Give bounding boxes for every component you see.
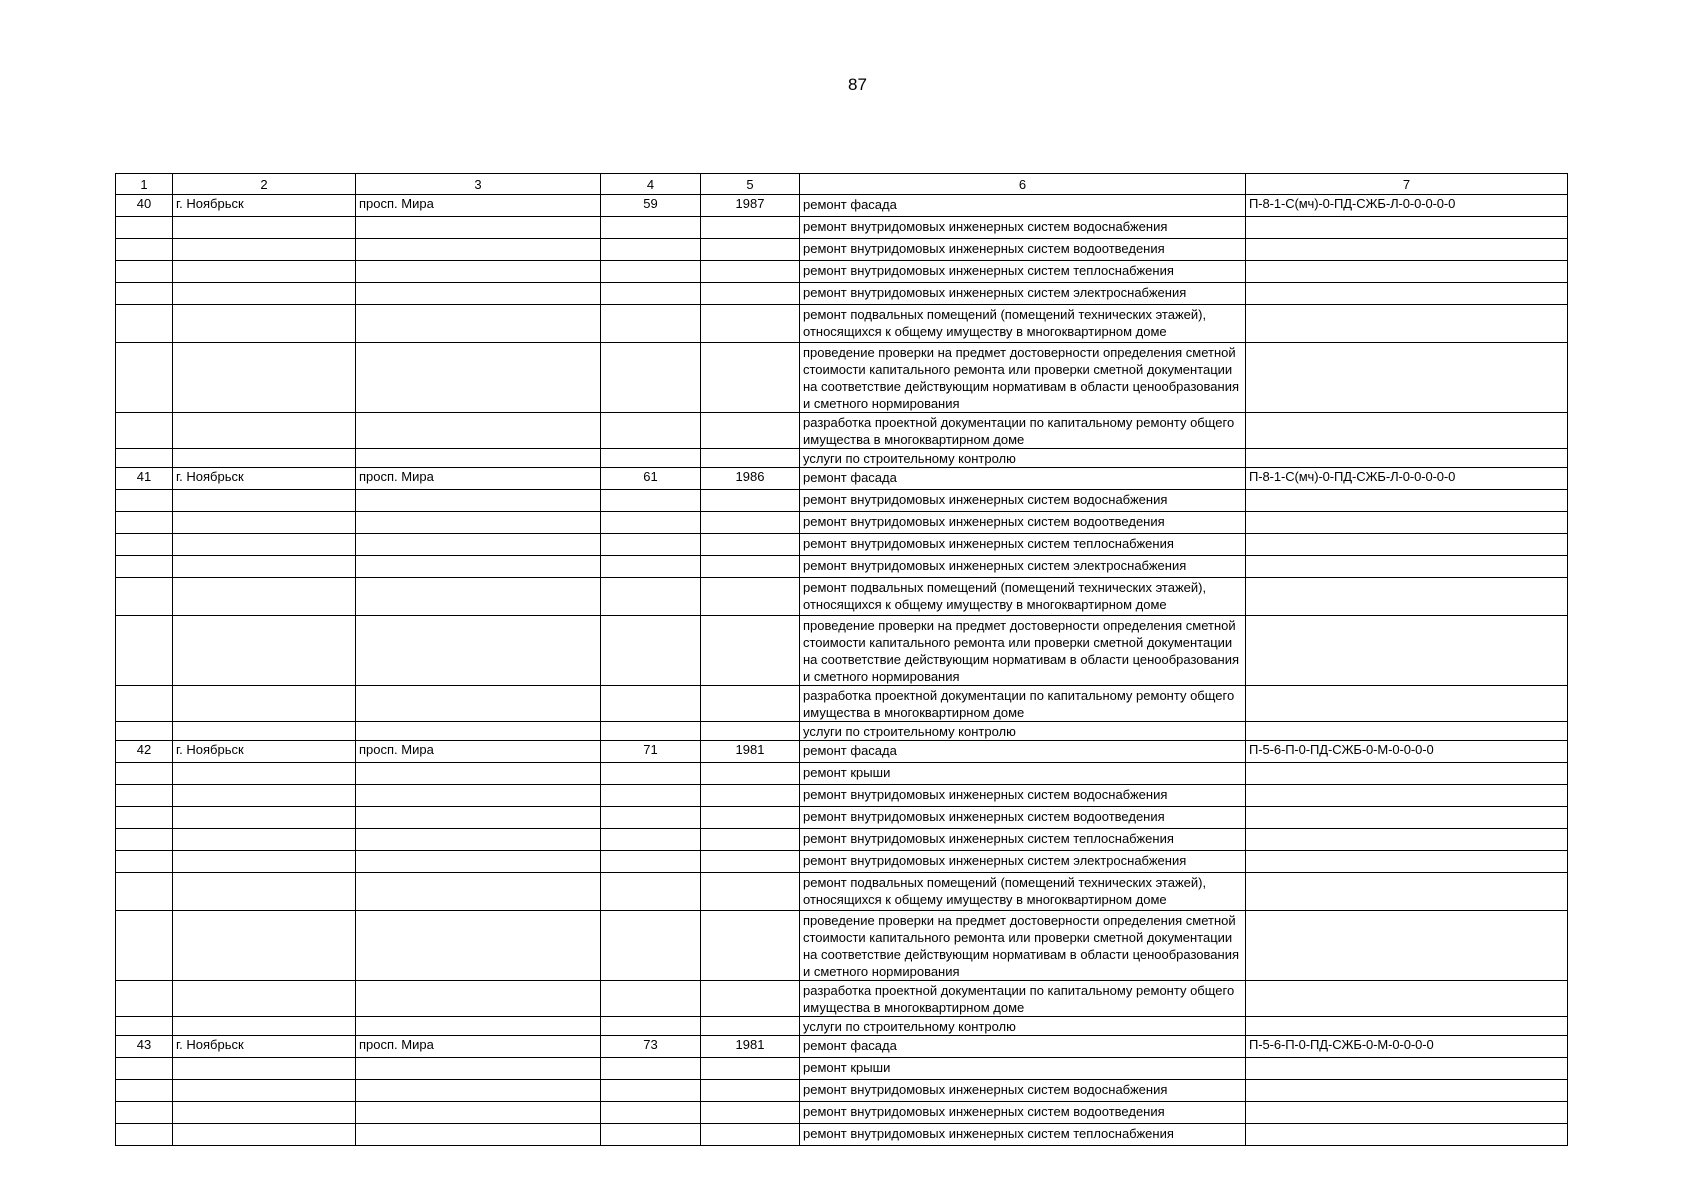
house-code-cell [1246,1017,1568,1036]
row-number-cell [116,722,173,741]
row-number-cell [116,449,173,468]
house-number-cell [601,1058,701,1080]
row-number-cell [116,1080,173,1102]
build-year-cell [701,873,800,911]
table-row [116,578,1568,616]
city-cell [173,283,356,305]
house-code-cell [1246,534,1568,556]
table-row [116,261,1568,283]
house-code-cell [1246,217,1568,239]
city-cell [173,616,356,686]
row-number-cell [116,829,173,851]
house-number-cell [601,722,701,741]
work-type-cell: ремонт крыши [800,1058,1246,1080]
build-year-cell [701,763,800,785]
row-number-cell: 43 [116,1036,173,1058]
house-number-cell [601,1017,701,1036]
row-number-cell [116,1102,173,1124]
build-year-cell [701,1124,800,1146]
street-cell [356,1124,601,1146]
row-number-cell [116,981,173,1017]
table-row [116,490,1568,512]
table-row [116,686,1568,722]
house-number-cell [601,911,701,981]
table-row [116,741,1568,763]
house-number-cell: 61 [601,468,701,490]
build-year-cell [701,785,800,807]
house-code-cell [1246,829,1568,851]
house-code-cell: П-8-1-С(мч)-0-ПД-СЖБ-Л-0-0-0-0-0 [1246,468,1568,490]
street-cell [356,1058,601,1080]
work-type-cell: ремонт крыши [800,763,1246,785]
house-code-cell [1246,343,1568,413]
table-row [116,239,1568,261]
build-year-cell [701,261,800,283]
house-code-cell [1246,873,1568,911]
capital-repair-table [115,173,1568,1146]
build-year-cell [701,283,800,305]
city-cell: г. Ноябрьск [173,195,356,217]
work-type-cell: ремонт внутридомовых инженерных систем теплоснабжения [800,534,1246,556]
table-row [116,981,1568,1017]
work-type-cell: разработка проектной документации по капитальному ремонту общего имущества в многоквартирном доме [800,686,1246,722]
street-cell [356,512,601,534]
house-number-cell [601,305,701,343]
build-year-cell [701,1058,800,1080]
city-cell [173,785,356,807]
build-year-cell [701,512,800,534]
house-code-cell [1246,1102,1568,1124]
row-number-cell [116,283,173,305]
table-row [116,1102,1568,1124]
table-row [116,343,1568,413]
row-number-cell [116,534,173,556]
column-header: 3 [356,174,601,195]
house-number-cell [601,449,701,468]
city-cell [173,512,356,534]
table-row [116,1058,1568,1080]
row-number-cell [116,239,173,261]
table-row [116,283,1568,305]
row-number-cell [116,785,173,807]
work-type-cell: разработка проектной документации по капитальному ремонту общего имущества в многоквартирном доме [800,413,1246,449]
row-number-cell [116,911,173,981]
build-year-cell [701,616,800,686]
house-code-cell [1246,1058,1568,1080]
street-cell [356,283,601,305]
house-code-cell: П-5-6-П-0-ПД-СЖБ-0-М-0-0-0-0 [1246,1036,1568,1058]
house-code-cell [1246,981,1568,1017]
house-code-cell [1246,556,1568,578]
house-number-cell [601,217,701,239]
build-year-cell [701,239,800,261]
table-row [116,722,1568,741]
city-cell [173,911,356,981]
city-cell [173,534,356,556]
row-number-cell [116,686,173,722]
city-cell [173,1124,356,1146]
house-number-cell [601,283,701,305]
work-type-cell: ремонт внутридомовых инженерных систем водоотведения [800,807,1246,829]
city-cell [173,556,356,578]
street-cell [356,490,601,512]
street-cell [356,785,601,807]
street-cell [356,722,601,741]
build-year-cell [701,578,800,616]
city-cell [173,1058,356,1080]
table-row [116,449,1568,468]
work-type-cell: ремонт фасада [800,468,1246,490]
work-type-cell: ремонт подвальных помещений (помещений технических этажей), относящихся к общему имуществу в многоквартирном доме [800,578,1246,616]
house-number-cell [601,1124,701,1146]
house-code-cell [1246,283,1568,305]
row-number-cell [116,556,173,578]
house-number-cell [601,686,701,722]
work-type-cell: ремонт подвальных помещений (помещений технических этажей), относящихся к общему имуществу в многоквартирном доме [800,305,1246,343]
build-year-cell [701,1017,800,1036]
house-number-cell [601,534,701,556]
table-row [116,534,1568,556]
row-number-cell: 40 [116,195,173,217]
table-row [116,195,1568,217]
table-row [116,873,1568,911]
build-year-cell [701,413,800,449]
build-year-cell [701,217,800,239]
house-code-cell [1246,911,1568,981]
city-cell [173,578,356,616]
house-number-cell [601,616,701,686]
house-code-cell [1246,490,1568,512]
work-type-cell: ремонт внутридомовых инженерных систем теплоснабжения [800,261,1246,283]
house-number-cell [601,343,701,413]
house-code-cell [1246,305,1568,343]
house-code-cell [1246,449,1568,468]
build-year-cell [701,911,800,981]
house-number-cell [601,1080,701,1102]
table-body [116,195,1568,1146]
row-number-cell [116,512,173,534]
house-code-cell: П-8-1-С(мч)-0-ПД-СЖБ-Л-0-0-0-0-0 [1246,195,1568,217]
city-cell: г. Ноябрьск [173,741,356,763]
city-cell [173,829,356,851]
table-row [116,1124,1568,1146]
house-number-cell [601,873,701,911]
column-header: 4 [601,174,701,195]
table-row [116,556,1568,578]
table-row [116,616,1568,686]
street-cell [356,616,601,686]
street-cell [356,1102,601,1124]
table-row [116,829,1568,851]
house-code-cell [1246,686,1568,722]
street-cell [356,851,601,873]
table-row [116,1080,1568,1102]
street-cell [356,686,601,722]
house-number-cell [601,763,701,785]
build-year-cell [701,1080,800,1102]
build-year-cell [701,490,800,512]
table-row [116,1017,1568,1036]
city-cell [173,490,356,512]
street-cell [356,261,601,283]
work-type-cell: ремонт внутридомовых инженерных систем водоснабжения [800,785,1246,807]
house-code-cell [1246,851,1568,873]
city-cell: г. Ноябрьск [173,1036,356,1058]
work-type-cell: ремонт фасада [800,1036,1246,1058]
work-type-cell: ремонт внутридомовых инженерных систем водоотведения [800,239,1246,261]
build-year-cell [701,686,800,722]
city-cell: г. Ноябрьск [173,468,356,490]
house-code-cell [1246,785,1568,807]
row-number-cell [116,851,173,873]
street-cell: просп. Мира [356,468,601,490]
work-type-cell: ремонт внутридомовых инженерных систем водоотведения [800,1102,1246,1124]
work-type-cell: услуги по строительному контролю [800,722,1246,741]
table-row [116,785,1568,807]
build-year-cell [701,449,800,468]
row-number-cell [116,305,173,343]
city-cell [173,305,356,343]
table-row [116,1036,1568,1058]
street-cell [356,449,601,468]
build-year-cell: 1987 [701,195,800,217]
row-number-cell: 41 [116,468,173,490]
work-type-cell: ремонт внутридомовых инженерных систем электроснабжения [800,851,1246,873]
house-code-cell [1246,239,1568,261]
column-header: 2 [173,174,356,195]
row-number-cell [116,807,173,829]
house-number-cell: 71 [601,741,701,763]
row-number-cell [116,1124,173,1146]
house-code-cell [1246,722,1568,741]
work-type-cell: ремонт фасада [800,741,1246,763]
house-number-cell [601,851,701,873]
house-code-cell [1246,616,1568,686]
house-code-cell [1246,578,1568,616]
city-cell [173,873,356,911]
city-cell [173,851,356,873]
street-cell [356,217,601,239]
table-header-row [116,174,1568,195]
city-cell [173,217,356,239]
house-code-cell [1246,807,1568,829]
row-number-cell [116,763,173,785]
work-type-cell: ремонт внутридомовых инженерных систем теплоснабжения [800,1124,1246,1146]
house-number-cell [601,413,701,449]
row-number-cell [116,261,173,283]
row-number-cell [116,1058,173,1080]
city-cell [173,1017,356,1036]
row-number-cell [116,873,173,911]
table-row [116,851,1568,873]
build-year-cell [701,305,800,343]
city-cell [173,1080,356,1102]
table-row [116,807,1568,829]
work-type-cell: разработка проектной документации по капитальному ремонту общего имущества в многоквартирном доме [800,981,1246,1017]
street-cell [356,1080,601,1102]
column-header: 7 [1246,174,1568,195]
house-code-cell [1246,1124,1568,1146]
house-code-cell: П-5-6-П-0-ПД-СЖБ-0-М-0-0-0-0 [1246,741,1568,763]
house-number-cell [601,490,701,512]
city-cell [173,343,356,413]
street-cell: просп. Мира [356,195,601,217]
street-cell [356,981,601,1017]
house-number-cell [601,261,701,283]
row-number-cell [116,217,173,239]
city-cell [173,239,356,261]
table-row [116,305,1568,343]
street-cell [356,873,601,911]
work-type-cell: проведение проверки на предмет достоверности определения сметной стоимости капитального ремонта или проверки сметной документации на соответствие действующим нормативам в области ценообразования и сметного нормирования [800,616,1246,686]
city-cell [173,981,356,1017]
street-cell [356,534,601,556]
street-cell [356,305,601,343]
work-type-cell: ремонт внутридомовых инженерных систем водоснабжения [800,490,1246,512]
row-number-cell [116,1017,173,1036]
house-number-cell [601,1102,701,1124]
build-year-cell [701,807,800,829]
house-number-cell [601,829,701,851]
row-number-cell: 42 [116,741,173,763]
work-type-cell: ремонт внутридомовых инженерных систем теплоснабжения [800,829,1246,851]
city-cell [173,763,356,785]
work-type-cell: ремонт фасада [800,195,1246,217]
build-year-cell [701,343,800,413]
work-type-cell: ремонт внутридомовых инженерных систем водоснабжения [800,1080,1246,1102]
street-cell [356,829,601,851]
house-number-cell [601,807,701,829]
house-number-cell [601,578,701,616]
work-type-cell: услуги по строительному контролю [800,1017,1246,1036]
house-code-cell [1246,512,1568,534]
column-header: 5 [701,174,800,195]
street-cell [356,556,601,578]
city-cell [173,722,356,741]
house-number-cell [601,556,701,578]
build-year-cell [701,1102,800,1124]
street-cell: просп. Мира [356,1036,601,1058]
house-code-cell [1246,261,1568,283]
build-year-cell: 1986 [701,468,800,490]
work-type-cell: ремонт внутридомовых инженерных систем электроснабжения [800,556,1246,578]
city-cell [173,686,356,722]
street-cell [356,807,601,829]
table-row [116,512,1568,534]
house-code-cell [1246,413,1568,449]
work-type-cell: ремонт внутридомовых инженерных систем электроснабжения [800,283,1246,305]
page-number: 87 [848,75,867,94]
work-type-cell: проведение проверки на предмет достоверности определения сметной стоимости капитального ремонта или проверки сметной документации на соответствие действующим нормативам в области ценообразования и сметного нормирования [800,911,1246,981]
house-number-cell [601,981,701,1017]
work-type-cell: проведение проверки на предмет достоверности определения сметной стоимости капитального ремонта или проверки сметной документации на соответствие действующим нормативам в области ценообразования и сметного нормирования [800,343,1246,413]
house-code-cell [1246,1080,1568,1102]
city-cell [173,449,356,468]
table-row [116,911,1568,981]
build-year-cell: 1981 [701,741,800,763]
build-year-cell: 1981 [701,1036,800,1058]
street-cell [356,1017,601,1036]
table-row [116,763,1568,785]
city-cell [173,1102,356,1124]
row-number-cell [116,490,173,512]
row-number-cell [116,343,173,413]
table-row [116,413,1568,449]
house-number-cell [601,785,701,807]
city-cell [173,261,356,283]
row-number-cell [116,616,173,686]
street-cell [356,343,601,413]
column-header: 1 [116,174,173,195]
house-number-cell: 59 [601,195,701,217]
city-cell [173,807,356,829]
table-row [116,468,1568,490]
street-cell: просп. Мира [356,741,601,763]
street-cell [356,578,601,616]
build-year-cell [701,556,800,578]
street-cell [356,413,601,449]
work-type-cell: ремонт подвальных помещений (помещений технических этажей), относящихся к общему имуществу в многоквартирном доме [800,873,1246,911]
city-cell [173,413,356,449]
house-code-cell [1246,763,1568,785]
work-type-cell: услуги по строительному контролю [800,449,1246,468]
street-cell [356,239,601,261]
build-year-cell [701,981,800,1017]
build-year-cell [701,722,800,741]
work-type-cell: ремонт внутридомовых инженерных систем водоотведения [800,512,1246,534]
house-number-cell [601,512,701,534]
build-year-cell [701,851,800,873]
build-year-cell [701,829,800,851]
work-type-cell: ремонт внутридомовых инженерных систем водоснабжения [800,217,1246,239]
street-cell [356,911,601,981]
table-row [116,217,1568,239]
build-year-cell [701,534,800,556]
row-number-cell [116,413,173,449]
street-cell [356,763,601,785]
house-number-cell: 73 [601,1036,701,1058]
house-number-cell [601,239,701,261]
column-header: 6 [800,174,1246,195]
row-number-cell [116,578,173,616]
